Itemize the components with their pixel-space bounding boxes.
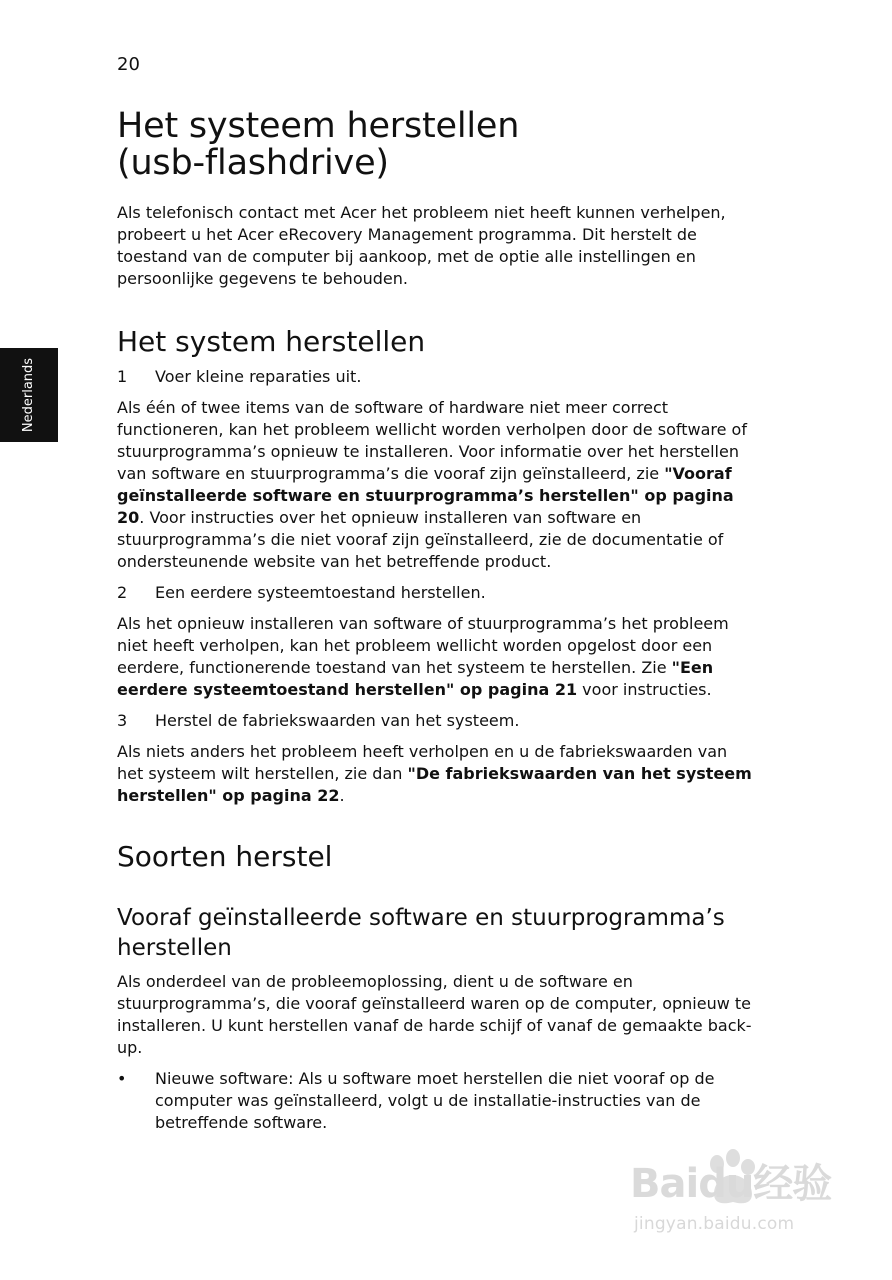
- step-2-body-before: Als het opnieuw installeren van software of stuurprogramma’s het probleem niet heeft verholpen, kan het probleem wellicht worden opgelost door een eerdere, functionerende toestand van het systeem te herstellen. Zie: [117, 614, 729, 677]
- step-1-body-after: . Voor instructies over het opnieuw installeren van software en stuurprogramma’s die niet vooraf zijn geïnstalleerd, zie de documentatie of ondersteunende website van het betreffende product.: [117, 508, 724, 571]
- page-title-line1: Het systeem herstellen: [117, 106, 520, 146]
- baidu-watermark: [628, 1148, 838, 1248]
- step-2: [117, 582, 757, 604]
- bullet-symbol: •: [117, 1069, 127, 1088]
- page-number: 20: [117, 54, 140, 75]
- section-heading-system: Het system herstellen: [117, 325, 426, 358]
- step-2-number: 2: [117, 583, 128, 602]
- step-2-body: [117, 613, 757, 701]
- watermark-logo-text: Baidu经验: [630, 1161, 832, 1207]
- step-2-body-after: voor instructies.: [577, 680, 712, 699]
- bullet-text: Nieuwe software: Als u software moet herstellen die niet vooraf op de computer was geïnstalleerd, volgt u de installatie-instructies van de betreffende software.: [155, 1069, 715, 1132]
- step-1-crossref-link[interactable]: "Vooraf geïnstalleerde software en stuurprogramma’s herstellen" op pagina 20: [117, 464, 734, 527]
- step-1-number: 1: [117, 367, 128, 386]
- step-1: [117, 366, 757, 388]
- step-3-body-before: Als niets anders het probleem heeft verholpen en u de fabriekswaarden van het systeem wilt herstellen, zie dan: [117, 742, 728, 783]
- step-2-crossref-link[interactable]: "Een eerdere systeemtoestand herstellen" op pagina 21: [117, 658, 714, 699]
- intro-paragraph: Als telefonisch contact met Acer het probleem niet heeft kunnen verhelpen, probeert u het Acer eRecovery Management programma. Dit herstelt de toestand van de computer bij aankoop, met de optie alle instellingen en persoonlijke gegevens te behouden.: [117, 203, 726, 288]
- page-content: [117, 108, 757, 1134]
- page-title-line2: (usb-flashdrive): [117, 143, 389, 183]
- bullet-new-software: [117, 1068, 757, 1134]
- step-1-text: Voer kleine reparaties uit.: [155, 367, 362, 386]
- step-1-body-before: Als één of twee items van de software of hardware niet meer correct functioneren, kan het probleem wellicht worden verholpen door de software of stuurprogramma’s opnieuw te installeren. Voor informatie over het herstellen van software en stuurprogramma’s die vooraf zijn geïnstalleerd, zie: [117, 398, 747, 483]
- watermark-url: jingyan.baidu.com: [634, 1214, 795, 1234]
- step-3-body: [117, 741, 757, 807]
- subsection-heading-preinstalled: Vooraf geïnstalleerde software en stuurprogramma’s herstellen: [117, 905, 725, 961]
- page-title: [117, 108, 757, 182]
- step-3-body-after: .: [339, 786, 345, 805]
- step-3-text: Herstel de fabriekswaarden van het systeem.: [155, 711, 520, 730]
- step-3-number: 3: [117, 711, 128, 730]
- section-heading-recovery-types: Soorten herstel: [117, 840, 333, 873]
- side-tab-label: Nederlands: [21, 357, 36, 433]
- language-side-tab: [0, 348, 58, 442]
- step-3-crossref-link[interactable]: "De fabriekswaarden van het systeem herstellen" op pagina 22: [117, 764, 752, 805]
- step-1-body: [117, 397, 757, 573]
- step-2-text: Een eerdere systeemtoestand herstellen.: [155, 583, 486, 602]
- preinstalled-body: Als onderdeel van de probleemoplossing, dient u de software en stuurprogramma’s, die vooraf geïnstalleerd waren op de computer, opnieuw te installeren. U kunt herstellen vanaf de harde schijf of vanaf de gemaakte back-up.: [117, 972, 752, 1057]
- step-3: [117, 710, 757, 732]
